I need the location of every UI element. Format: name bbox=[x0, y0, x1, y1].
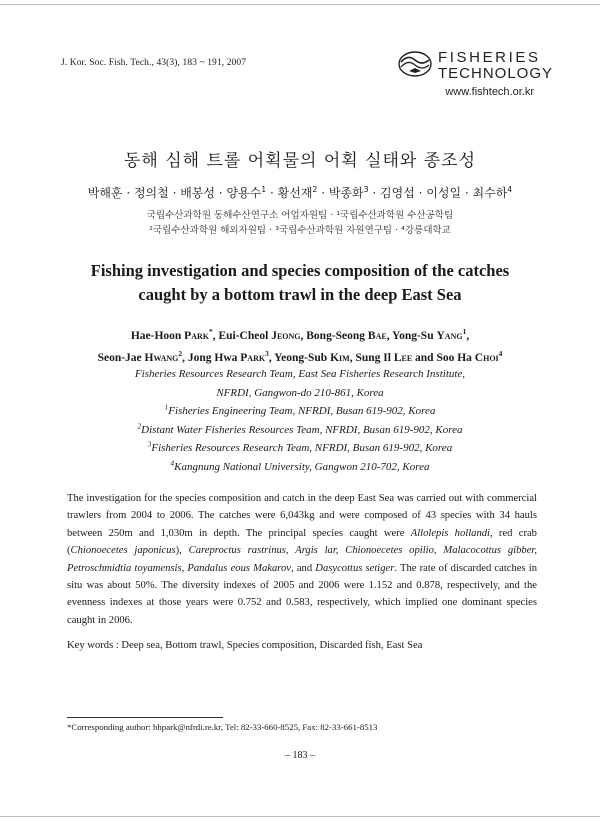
species-name: Careproctus rastrinus, Argis lar, Chionoecetes opilio, Malacocottus gibber, Petroschmidtia toyamensis, Pandalus eous Makarov bbox=[67, 545, 538, 574]
english-title-line2: caught by a bottom trawl in the deep East Sea bbox=[138, 285, 462, 304]
logo-word-technology: TECHNOLOGY bbox=[438, 65, 554, 82]
species-name: Allolepis hollandi bbox=[410, 527, 490, 539]
affiliation-mark: 3 bbox=[147, 440, 152, 449]
korean-author-name: 배봉성 bbox=[180, 186, 215, 200]
journal-url-link[interactable]: www.fishtech.or.kr bbox=[445, 86, 534, 98]
author-affiliation-mark: 2 bbox=[178, 349, 183, 359]
affiliation-line bbox=[0, 439, 600, 458]
korean-author-name: 양용수 bbox=[226, 186, 262, 200]
korean-title: 동해 심해 트롤 어획물의 어획 실태와 종조성 bbox=[123, 151, 477, 171]
english-authors bbox=[0, 325, 600, 369]
affiliation-mark: 1 bbox=[164, 403, 169, 412]
abstract bbox=[67, 490, 537, 629]
affiliation-line bbox=[0, 421, 600, 440]
author-separator: , bbox=[349, 352, 356, 364]
affiliation-line bbox=[0, 365, 600, 384]
abstract-text: , and bbox=[291, 562, 316, 574]
author-separator: , bbox=[386, 330, 393, 342]
author-separator: , bbox=[300, 330, 307, 342]
author-affiliation-mark: * bbox=[208, 327, 213, 337]
keywords: Key words : Deep sea, Bottom trawl, Species composition, Discarded fish, East Sea bbox=[67, 640, 423, 651]
affiliation-text: NFRDI, Gangwon-do 210-861, Korea bbox=[216, 386, 384, 399]
footnote-mark: * bbox=[67, 722, 72, 732]
author-given-name: Hae-Hoon bbox=[130, 330, 185, 342]
author-separator: , bbox=[268, 352, 275, 364]
abstract-text: The investigation for the species composition and catch in the deep East Sea was carried out with commercial trawlers from 2004 to 2006. The catches were 6,043kg and were composed of 43 species with 34 hauls between 250m and 1,030m in depth. The principal species caught were bbox=[67, 493, 537, 539]
logo-word-fisheries: FISHERIES bbox=[438, 49, 541, 66]
author-given-name: Eui-Cheol bbox=[218, 330, 272, 342]
journal-reference: J. Kor. Soc. Fish. Tech., 43(3), 183 ~ 191, 2007 bbox=[61, 58, 247, 68]
author-affiliation-mark: 3 bbox=[265, 349, 269, 359]
author-separator: · bbox=[368, 186, 381, 200]
species-name: Dasycottus setiger bbox=[315, 562, 395, 574]
author-separator: , bbox=[182, 352, 188, 364]
author-affiliation-mark: 3 bbox=[363, 185, 369, 194]
korean-author-name: 이성일 bbox=[426, 186, 462, 200]
author-given-name: Bong-Seong bbox=[306, 330, 368, 342]
author-given-name: Yong-Su bbox=[392, 330, 437, 342]
author-family-name: Bae bbox=[367, 330, 387, 342]
author-affiliation-mark: 4 bbox=[498, 349, 503, 359]
author-separator: · bbox=[122, 186, 134, 200]
author-separator: · bbox=[168, 186, 181, 200]
korean-author-name: 정의철 bbox=[133, 186, 169, 200]
author-family-name: Hwang bbox=[144, 352, 179, 364]
author-given-name: Jong Hwa bbox=[187, 352, 241, 364]
korean-authors bbox=[0, 184, 600, 201]
author-separator: , bbox=[466, 330, 470, 342]
author-separator: · bbox=[214, 186, 227, 200]
korean-author-name: 박종화 bbox=[328, 186, 364, 200]
affiliation-line bbox=[0, 458, 600, 477]
author-given-name: Soo Ha bbox=[436, 352, 475, 364]
author-separator: · bbox=[461, 186, 473, 200]
korean-affiliations-line1: 국립수산과학원 동해수산연구소 어업자원팀 · ¹국립수산과학원 수산공학팀 bbox=[146, 210, 454, 221]
author-separator: , bbox=[212, 330, 219, 342]
page-number: – 183 – bbox=[285, 750, 315, 761]
affiliation-text: Kangnung National University, Gangwon 210-702, Korea bbox=[174, 460, 430, 473]
footnote-text: Corresponding author: hhpark@nfrdi.re.kr, Tel: 82-33-660-8525, Fax: 82-33-661-8513 bbox=[71, 722, 378, 732]
korean-affiliations-line2: ²국립수산과학원 해외자원팀 · ³국립수산과학원 자원연구팀 · ⁴강릉대학교 bbox=[149, 225, 451, 236]
korean-author-name: 김영섭 bbox=[380, 186, 415, 200]
korean-author-name: 황선재 bbox=[277, 186, 313, 200]
author-affiliation-mark: 4 bbox=[507, 185, 513, 194]
korean-author-name: 박해훈 bbox=[87, 186, 123, 200]
author-separator: · bbox=[317, 186, 329, 200]
author-given-name: Seon-Jae bbox=[97, 352, 145, 364]
affiliation-mark: 2 bbox=[137, 421, 142, 430]
english-title bbox=[0, 259, 600, 307]
affiliation-line bbox=[0, 384, 600, 403]
author-family-name: Kim bbox=[330, 352, 350, 364]
english-authors-line1 bbox=[0, 325, 600, 347]
affiliation-text: Fisheries Resources Research Team, NFRDI, Busan 619-902, Korea bbox=[151, 442, 453, 454]
author-separator: · bbox=[266, 186, 278, 200]
affiliation-text: Fisheries Resources Research Team, East Sea Fisheries Research Institute, bbox=[134, 368, 466, 380]
author-given-name: Yeong-Sub bbox=[274, 352, 331, 364]
english-affiliations bbox=[0, 365, 600, 476]
korean-author-name: 최수하 bbox=[472, 186, 508, 200]
footnote-divider bbox=[67, 717, 223, 718]
abstract-text: . The rate of discarded catches in situ was about 50%. The diversity indexes of 2005 and 2006 were 1.152 and 0.878, respectively, and the evenness indexes at those years were 0.752 and 0.583, respectively, which implied one dominant species caught in 2006. bbox=[67, 562, 537, 626]
author-family-name: Jeong bbox=[271, 330, 301, 342]
author-affiliation-mark: 2 bbox=[312, 185, 318, 194]
abstract-text: ), bbox=[175, 545, 189, 557]
author-family-name: Yang bbox=[436, 330, 463, 342]
top-border bbox=[0, 4, 600, 5]
author-affiliation-mark: 1 bbox=[462, 327, 467, 337]
author-separator: · bbox=[414, 186, 427, 200]
english-title-line1: Fishing investigation and species composition of the catches bbox=[90, 261, 510, 280]
journal-logo bbox=[398, 45, 554, 98]
corresponding-author-footnote bbox=[67, 722, 377, 732]
abstract-text: , red crab ( bbox=[67, 527, 537, 557]
bottom-border bbox=[0, 816, 600, 817]
author-family-name: Lee bbox=[393, 352, 413, 364]
author-family-name: Park bbox=[240, 352, 266, 364]
author-affiliation-mark: 1 bbox=[261, 185, 267, 194]
author-family-name: Choi bbox=[474, 352, 499, 364]
affiliation-mark: 4 bbox=[170, 458, 175, 467]
affiliation-text: Distant Water Fisheries Resources Team, NFRDI, Busan 619-902, Korea bbox=[141, 423, 463, 436]
affiliation-line bbox=[0, 402, 600, 421]
author-separator: and bbox=[412, 352, 437, 364]
affiliation-text: Fisheries Engineering Team, NFRDI, Busan 619-902, Korea bbox=[168, 405, 436, 417]
author-family-name: Park bbox=[184, 330, 209, 342]
wave-fish-logo-icon bbox=[398, 49, 432, 79]
species-name: Chionoecetes japonicus bbox=[70, 545, 176, 557]
author-given-name: Sung Il bbox=[355, 352, 394, 364]
